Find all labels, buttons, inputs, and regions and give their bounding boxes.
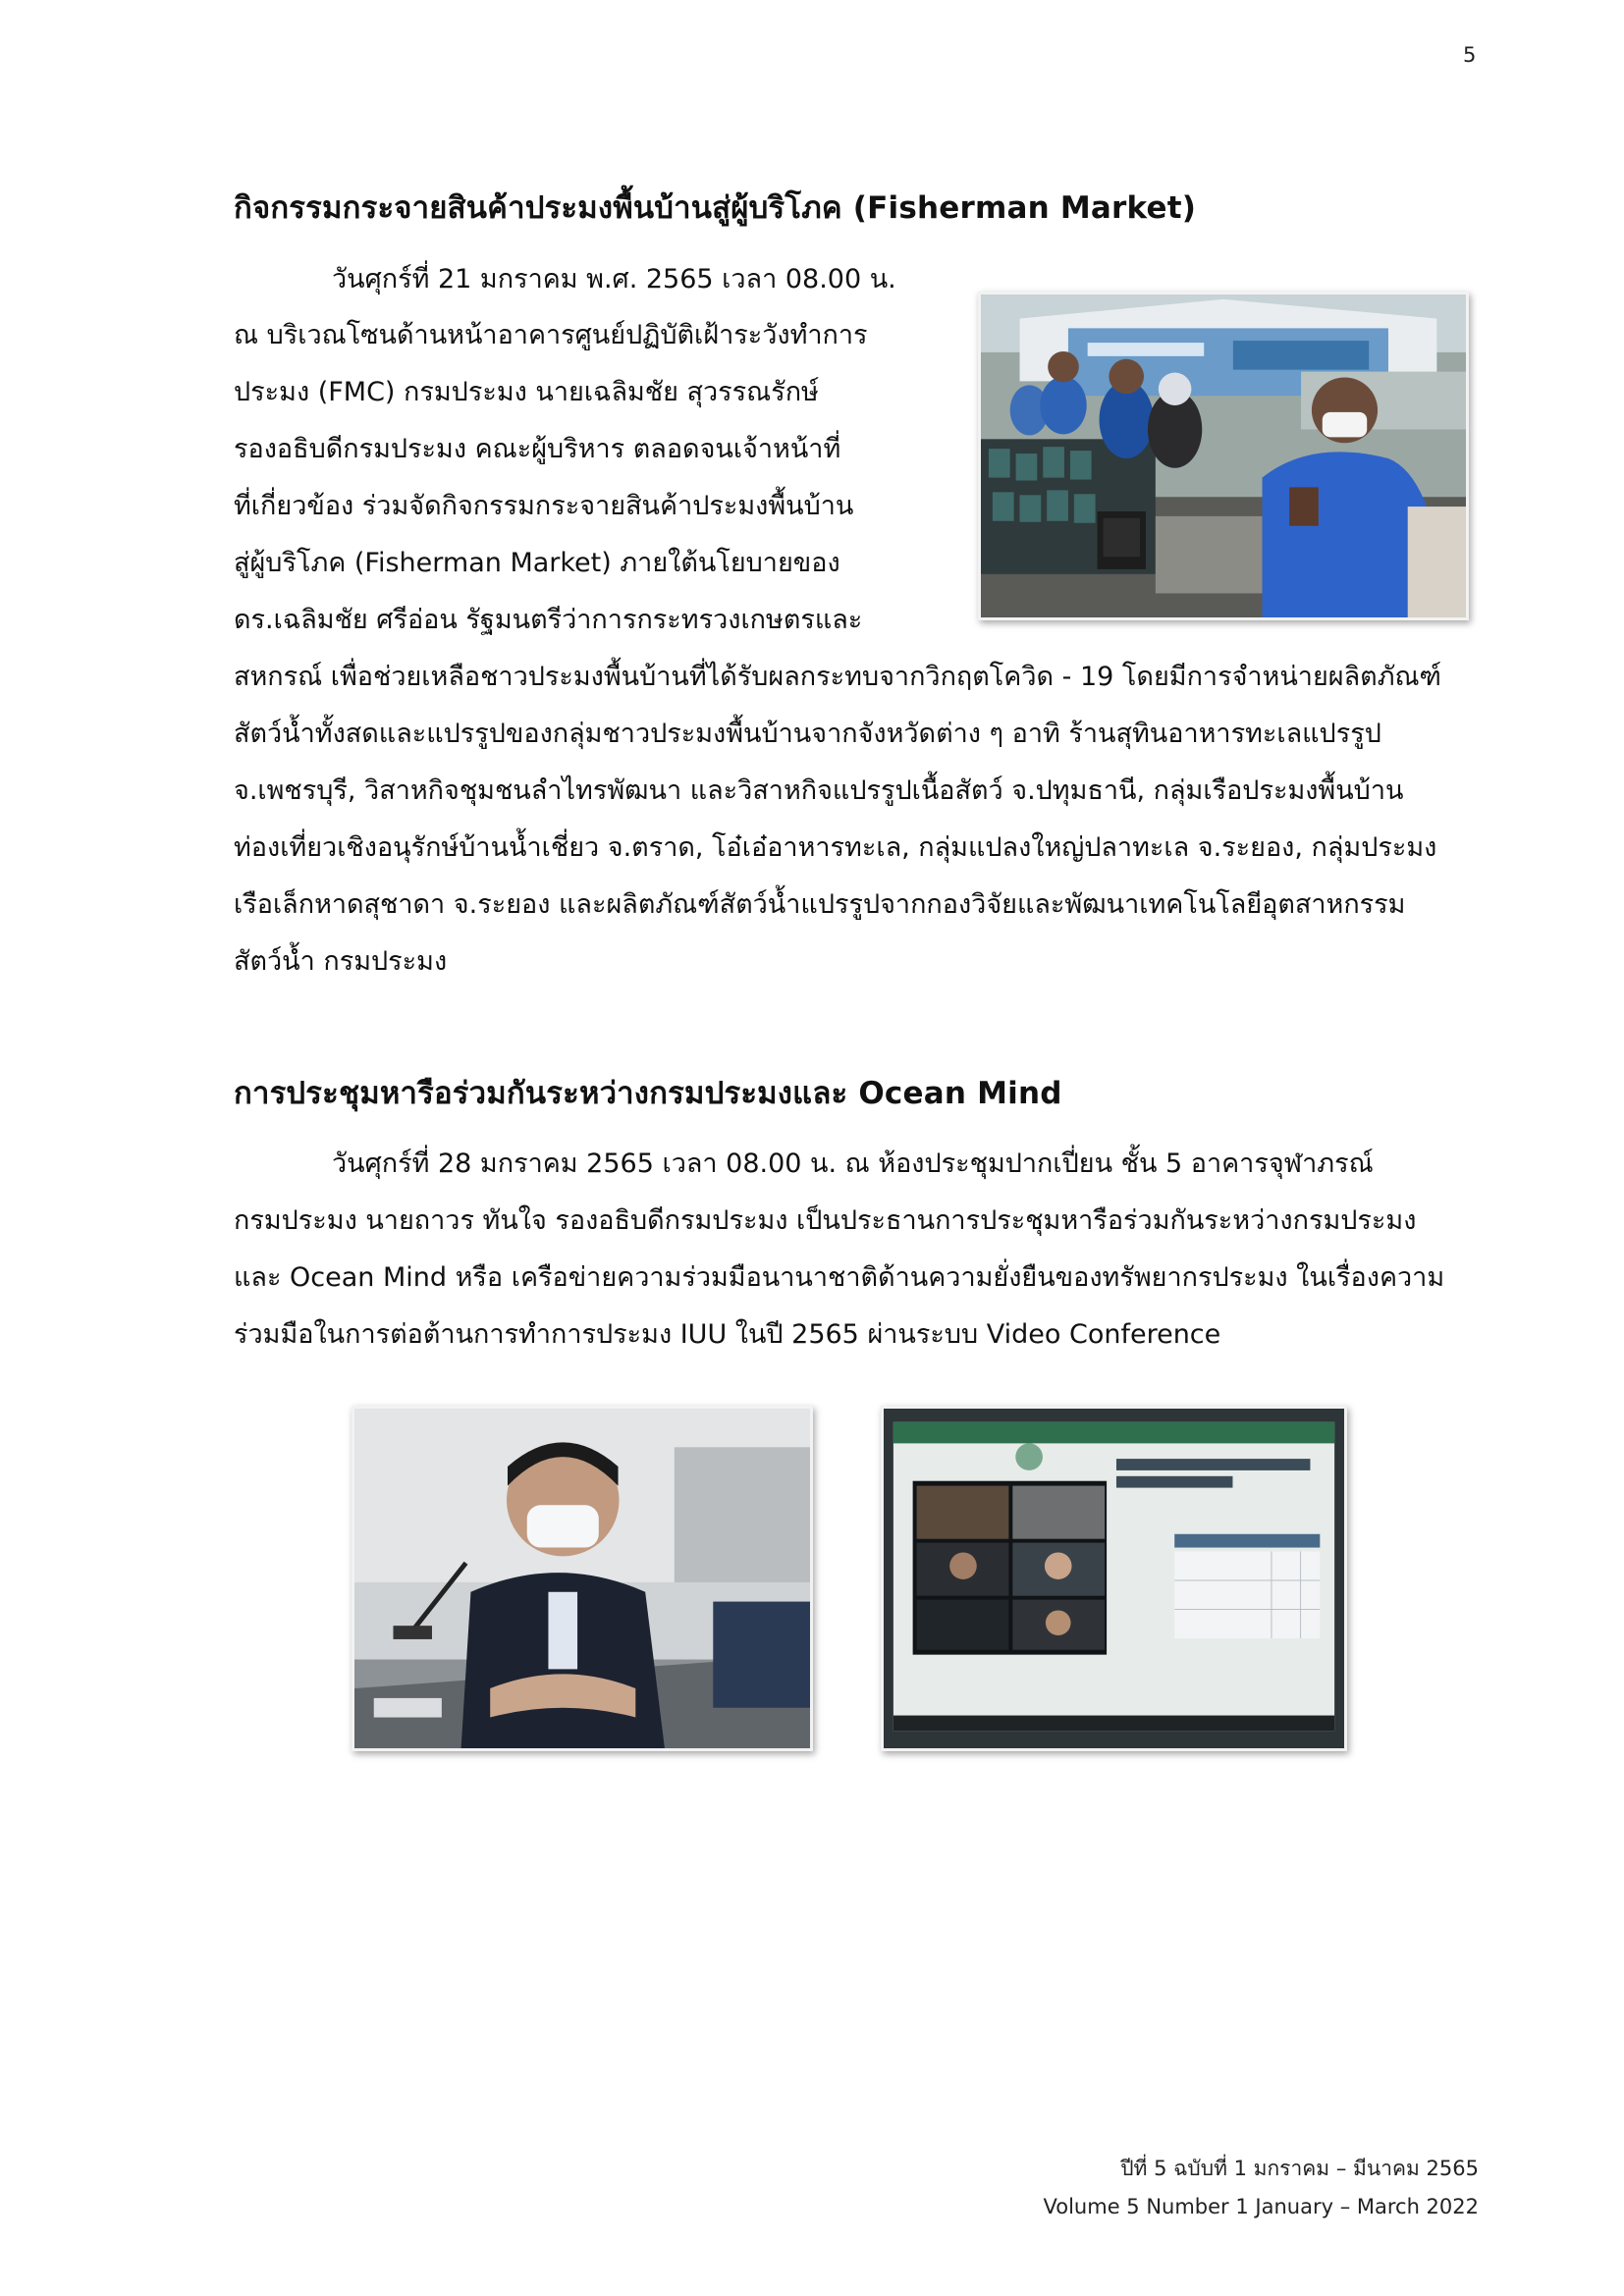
page-number: 5 — [1463, 43, 1477, 67]
paragraph-line: วันศุกร์ที่ 21 มกราคม พ.ศ. 2565 เวลา 08.00 น. — [332, 264, 896, 294]
paragraph-line: รองอธิบดีกรมประมง คณะผู้บริหาร ตลอดจนเจ้าหน้าที่ — [234, 434, 841, 464]
paragraph-line: สัตว์น้ำ กรมประมง — [234, 946, 448, 977]
paragraph-line: ท่องเที่ยวเชิงอนุรักษ์บ้านน้ำเชี่ยว จ.ตราด, โอ๋เอ๋อาหารทะเล, กลุ่มแปลงใหญ่ปลาทะเล จ.ระยอง, กลุ่มประมง — [234, 832, 1437, 863]
paragraph-line: กรมประมง นายถาวร ทันใจ รองอธิบดีกรมประมง เป็นประธานการประชุมหารือร่วมกันระหว่างกรมประมง — [234, 1205, 1417, 1236]
paragraph-line: ณ บริเวณโซนด้านหน้าอาคารศูนย์ปฏิบัติเฝ้าระวังทำการ — [234, 320, 868, 350]
paragraph-line: สู่ผู้บริโภค (Fisherman Market) ภายใต้นโยบายของ — [234, 548, 840, 578]
paragraph-line: วันศุกร์ที่ 28 มกราคม 2565 เวลา 08.00 น. ณ ห้องประชุมปากเปี่ยน ชั้น 5 อาคารจุฬาภรณ์ — [332, 1148, 1374, 1179]
section-title-ocean-mind-meeting: การประชุมหารือร่วมกันระหว่างกรมประมงและ Ocean Mind — [234, 1076, 1062, 1111]
paragraph-line: จ.เพชรบุรี, วิสาหกิจชุมชนลำไทรพัฒนา และวิสาหกิจแปรรูปเนื้อสัตว์ จ.ปทุมธานี, กลุ่มเรือประมงพื้นบ้าน — [234, 775, 1404, 806]
section-title-fisherman-market: กิจกรรมกระจายสินค้าประมงพื้นบ้านสู่ผู้บริโภค (Fisherman Market) — [234, 190, 1197, 226]
footer-issue-thai: ปีที่ 5 ฉบับที่ 1 มกราคม – มีนาคม 2565 — [1120, 2157, 1479, 2180]
paragraph-line: ร่วมมือในการต่อต้านการทำการประมง IUU ในปี 2565 ผ่านระบบ Video Conference — [234, 1319, 1221, 1350]
video-conference-photo — [881, 1406, 1347, 1751]
meeting-chairman-photo — [352, 1406, 813, 1751]
paragraph-line: ที่เกี่ยวข้อง ร่วมจัดกิจกรรมกระจายสินค้าประมงพื้นบ้าน — [234, 491, 854, 521]
paragraph-line: สหกรณ์ เพื่อช่วยเหลือชาวประมงพื้นบ้านที่ได้รับผลกระทบจากวิกฤตโควิด - 19 โดยมีการจำหน่ายผลิตภัณฑ์ — [234, 662, 1441, 692]
paragraph-line: สัตว์น้ำทั้งสดและแปรรูปของกลุ่มชาวประมงพื้นบ้านจากจังหวัดต่าง ๆ อาทิ ร้านสุทินอาหารทะเลแปรรูป — [234, 719, 1381, 749]
paragraph-line: เรือเล็กหาดสุชาดา จ.ระยอง และผลิตภัณฑ์สัตว์น้ำแปรรูปจากกองวิจัยและพัฒนาเทคโนโลยีอุตสาหกรรม — [234, 889, 1406, 920]
paragraph-line: และ Ocean Mind หรือ เครือข่ายความร่วมมือนานาชาติด้านความยั่งยืนของทรัพยากรประมง ในเรื่องความ — [234, 1262, 1445, 1293]
paragraph-line: ประมง (FMC) กรมประมง นายเฉลิมชัย สุวรรณรักษ์ — [234, 377, 819, 407]
fisherman-market-photo — [978, 292, 1469, 620]
paragraph-line: ดร.เฉลิมชัย ศรีอ่อน รัฐมนตรีว่าการกระทรวงเกษตรและ — [234, 605, 863, 635]
footer-issue-english: Volume 5 Number 1 January – March 2022 — [1043, 2195, 1479, 2218]
